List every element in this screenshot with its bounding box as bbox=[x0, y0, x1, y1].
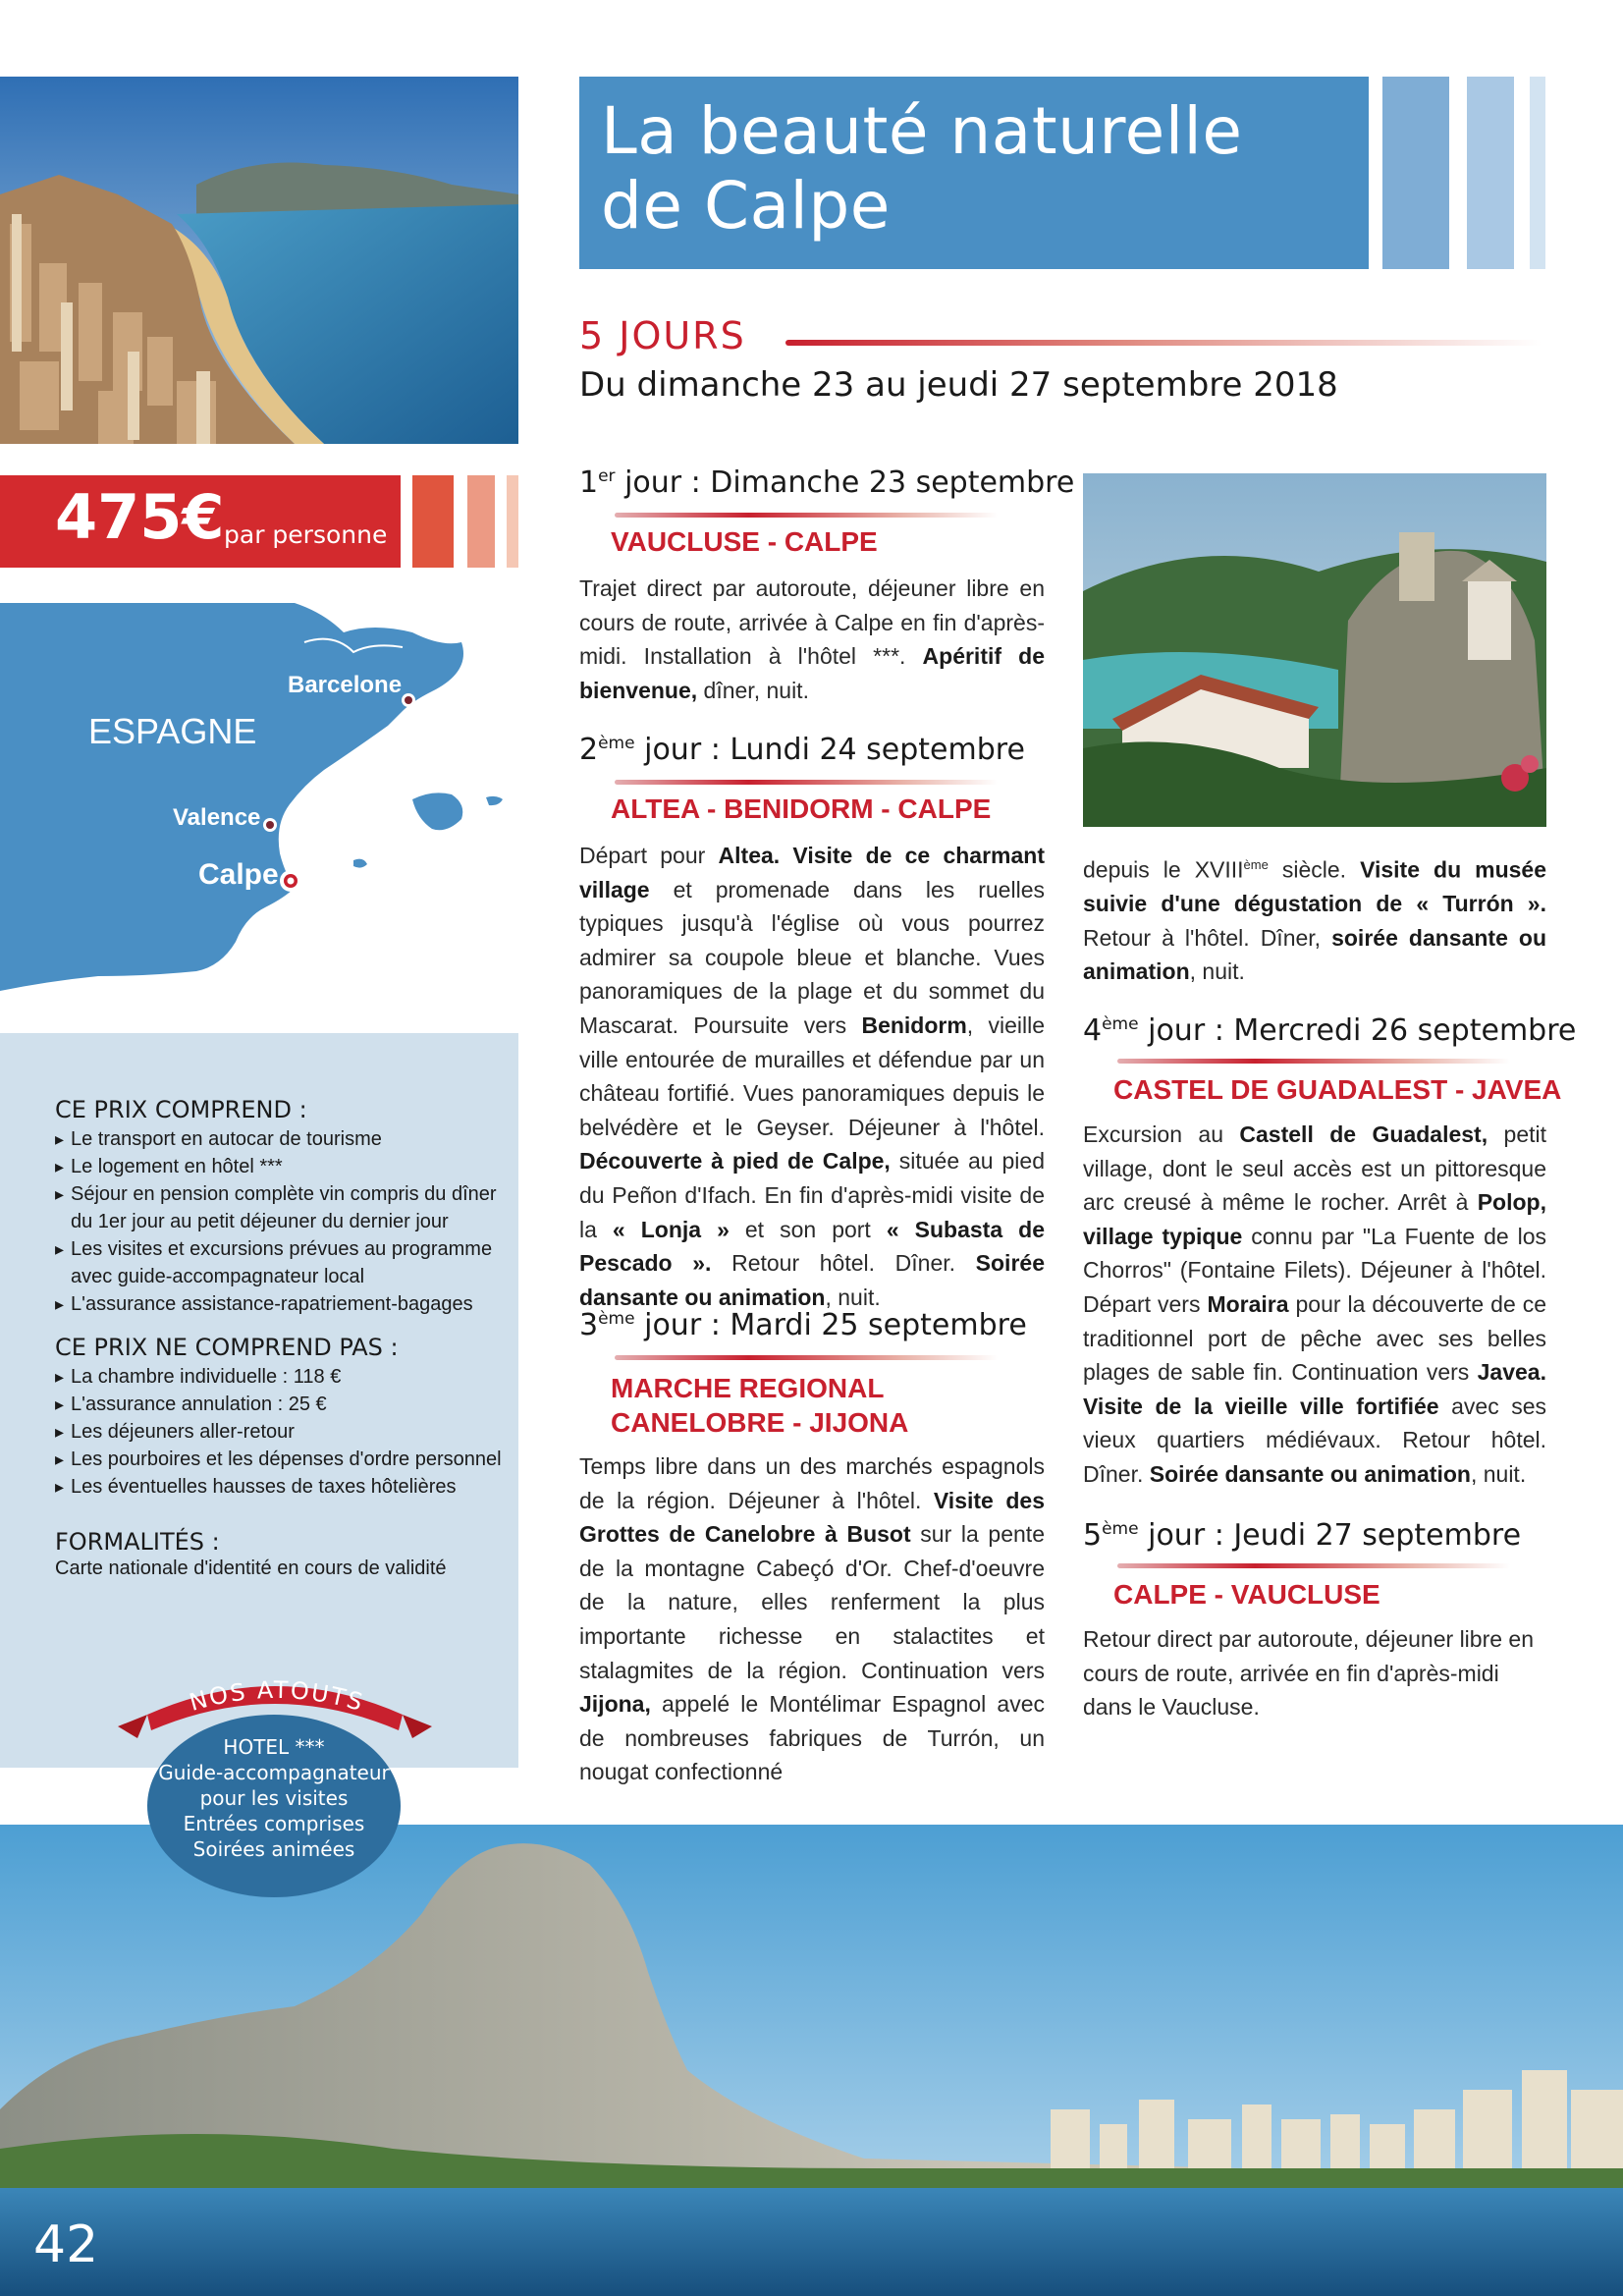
trip-dates: Du dimanche 23 au jeudi 27 septembre 2018 bbox=[579, 365, 1338, 405]
day-4-divider bbox=[1117, 1059, 1510, 1064]
spain-map bbox=[0, 603, 518, 998]
day-2-text: Départ pour Altea. Visite de ce charmant village et promenade dans les ruelles typiques jusqu'à l'église où vous pourrez admirer sa coupole bleue et blanche. Vues panoramiques de la plage et du sommet du Mascarat. Poursuite vers Benidorm, vieille ville entourée de murailles et défendue par un château fortifié. Vues panoramiques depuis le belvédère et le Geyser. Déjeuner à l'hôtel. Découverte à pied de Calpe, située au pied du Peñon d'Ifach. En fin d'après-midi visite de la « Lonja » et son port « Subasta de Pescado ». Retour hôtel. Dîner. Soirée dansante ou animation, nuit. bbox=[579, 843, 1045, 1310]
price-stripe bbox=[467, 475, 495, 568]
price-stripe bbox=[507, 475, 518, 568]
penon-ifach-photo bbox=[0, 1825, 1623, 2296]
price-per-person: par personne bbox=[224, 520, 388, 549]
day-3-divider bbox=[615, 1355, 998, 1360]
day-2-place: ALTEA - BENIDORM - CALPE bbox=[611, 793, 992, 824]
map-city-calpe: Calpe bbox=[198, 858, 279, 891]
list-item: ▸ La chambre individuelle : 118 € bbox=[55, 1363, 507, 1391]
day-2-heading: 2ème jour : Lundi 24 septembre bbox=[579, 733, 1025, 767]
list-item: ▸ Séjour en pension complète vin compris du dîner du 1er jour au petit déjeuner du dernier jour bbox=[55, 1180, 507, 1235]
page-title bbox=[601, 94, 1347, 244]
price-stripe bbox=[412, 475, 454, 568]
includes-list bbox=[55, 1125, 507, 1318]
day-4-place: CASTEL DE GUADALEST - JAVEA bbox=[1113, 1074, 1562, 1105]
day-3-text-continued: depuis le XVIIIème siècle. Visite du musée suivie d'une dégustation de « Turrón ». Retour à l'hôtel. Dîner, soirée dansante ou animation, nuit. bbox=[1083, 856, 1546, 985]
day-3-place-line-1: MARCHE REGIONAL bbox=[611, 1373, 885, 1403]
benidorm-photo bbox=[0, 77, 518, 444]
days-label: 5 JOURS bbox=[579, 314, 746, 357]
day-1-text: Trajet direct par autoroute, déjeuner libre en cours de route, arrivée à Calpe en fin d'après-midi. Installation à l'hôtel ***. Apéritif de bienvenue, dîner, nuit. bbox=[579, 575, 1045, 703]
day-4-heading: 4ème jour : Mercredi 26 septembre bbox=[1083, 1013, 1577, 1048]
list-item: ▸ Les déjeuners aller-retour bbox=[55, 1418, 507, 1446]
list-item: HOTEL *** bbox=[223, 1735, 325, 1759]
day-1-heading: 1er jour : Dimanche 23 septembre bbox=[579, 465, 1075, 500]
list-item: Guide-accompagnateur bbox=[158, 1761, 390, 1784]
title-stripe bbox=[1530, 77, 1545, 269]
title-line-1: La beauté naturelle bbox=[601, 93, 1243, 169]
includes-heading: CE PRIX COMPREND : bbox=[55, 1096, 307, 1123]
formalites-heading: FORMALITÉS : bbox=[55, 1528, 220, 1556]
list-item: Entrées comprises bbox=[183, 1812, 365, 1835]
atouts-ribbon-label bbox=[108, 1658, 442, 1746]
page-number: 42 bbox=[33, 2215, 99, 2274]
list-item: ▸ L'assurance assistance-rapatriement-bagages bbox=[55, 1290, 507, 1318]
list-item: ▸ L'assurance annulation : 25 € bbox=[55, 1391, 507, 1418]
day-3-heading: 3ème jour : Mardi 25 septembre bbox=[579, 1308, 1027, 1342]
title-stripe bbox=[1382, 77, 1449, 269]
list-item: Soirées animées bbox=[192, 1837, 355, 1861]
day-4-text: Excursion au Castell de Guadalest, petit village, dont le seul accès est un pittoresque arc creusé à même le rocher. Arrêt à Polop, village typique connu par "La Fuente de los Chorros" (Fontaine Filets). Déjeuner à l'hôtel. Départ vers Moraira pour la découverte de ce traditionnel port de pêche avec ses belles plages de sable fin. Continuation vers Javea. Visite de la vieille ville fortifiée avec ses vieux quartiers médiévaux. Retour hôtel. Dîner. Soirée dansante ou animation, nuit. bbox=[1083, 1121, 1547, 1487]
excludes-heading: CE PRIX NE COMPREND PAS : bbox=[55, 1334, 399, 1361]
day-5-divider bbox=[1117, 1563, 1510, 1568]
day-1-place: VAUCLUSE - CALPE bbox=[611, 526, 878, 557]
list-item: ▸ Le logement en hôtel *** bbox=[55, 1153, 507, 1180]
list-item: ▸ Les éventuelles hausses de taxes hôtelières bbox=[55, 1473, 507, 1501]
title-line-2: de Calpe bbox=[601, 168, 891, 244]
map-city-valence: Valence bbox=[173, 804, 261, 831]
list-item: ▸ Les visites et excursions prévues au programme avec guide-accompagnateur local bbox=[55, 1235, 507, 1290]
map-city-barcelone: Barcelone bbox=[288, 672, 403, 698]
map-country-label: ESPAGNE bbox=[88, 711, 257, 751]
day-3-place bbox=[611, 1371, 908, 1440]
days-divider bbox=[785, 340, 1542, 346]
excludes-list bbox=[55, 1363, 507, 1501]
day-5-place: CALPE - VAUCLUSE bbox=[1113, 1579, 1380, 1610]
day-3-place-line-2: CANELOBRE - JIJONA bbox=[611, 1407, 909, 1438]
day-2-divider bbox=[615, 780, 998, 785]
day-5-text: Retour direct par autoroute, déjeuner libre en cours de route, arrivée en fin d'après-midi dans le Vaucluse. bbox=[1083, 1626, 1535, 1721]
list-item: ▸ Le transport en autocar de tourisme bbox=[55, 1125, 507, 1153]
svg-text:NOS ATOUTS: NOS ATOUTS bbox=[186, 1675, 368, 1718]
guadalest-photo bbox=[1083, 473, 1546, 827]
day-3-text: Temps libre dans un des marchés espagnols de la région. Déjeuner à l'hôtel. Visite des Grottes de Canelobre à Busot sur la pente de la montagne Cabeçó d'Or. Chef-d'oeuvre de la nature, elles renferment la plus importante richesse en stalactites et stalagmites de la région. Continuation vers Jijona, appelé le Montélimar Espagnol avec de nombreuses fabriques de Turrón, un nougat confectionné bbox=[579, 1453, 1045, 1785]
day-5-heading: 5ème jour : Jeudi 27 septembre bbox=[1083, 1518, 1522, 1553]
list-item: pour les visites bbox=[199, 1786, 349, 1810]
formalites-text: Carte nationale d'identité en cours de validité bbox=[55, 1558, 447, 1579]
title-stripe bbox=[1467, 77, 1514, 269]
atouts-list bbox=[147, 1734, 401, 1862]
day-1-divider bbox=[615, 513, 998, 518]
list-item: ▸ Les pourboires et les dépenses d'ordre personnel bbox=[55, 1446, 507, 1473]
price-value: 475€ bbox=[55, 481, 225, 553]
